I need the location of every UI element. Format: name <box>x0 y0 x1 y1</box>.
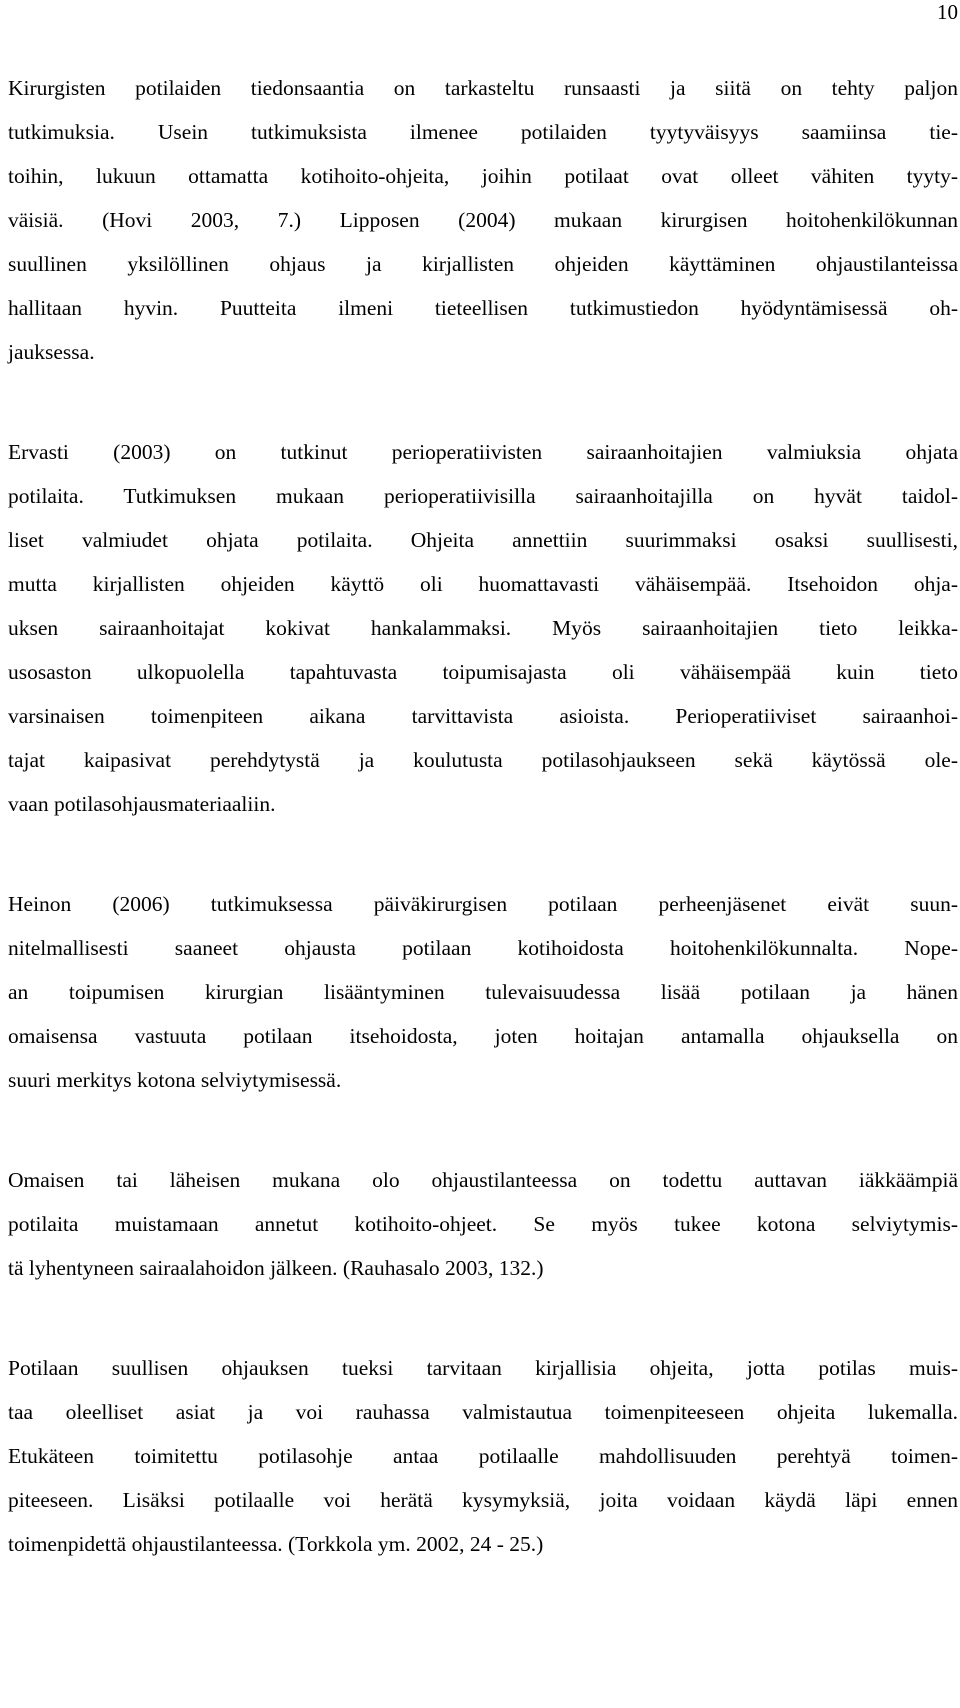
text-line: Potilaan suullisen ohjauksen tueksi tarvitaan kirjallisia ohjeita, jotta potilas muis- <box>8 1356 958 1380</box>
text-line: potilaita muistamaan annetut kotihoito-ohjeet. Se myös tukee kotona selviytymis- <box>8 1212 958 1236</box>
text-line: nitelmallisesti saaneet ohjausta potilaan kotihoidosta hoitohenkilökunnalta. Nope- <box>8 936 958 960</box>
text-line: Ervasti (2003) on tutkinut perioperatiivisten sairaanhoitajien valmiuksia ohjata <box>8 440 958 464</box>
paragraph-5 <box>8 1346 958 1566</box>
text-line: suullinen yksilöllinen ohjaus ja kirjallisten ohjeiden käyttäminen ohjaustilanteissa <box>8 252 958 276</box>
text-line: Etukäteen toimitettu potilasohje antaa potilaalle mahdollisuuden perehtyä toimen- <box>8 1444 958 1468</box>
text-line: piteeseen. Lisäksi potilaalle voi herätä kysymyksiä, joita voidaan käydä läpi ennen <box>8 1488 958 1512</box>
paragraph-3 <box>8 882 958 1102</box>
text-line: toihin, lukuun ottamatta kotihoito-ohjeita, joihin potilaat ovat olleet vähiten tyyty- <box>8 164 958 188</box>
paragraph-gap <box>8 826 958 882</box>
text-line: omaisensa vastuuta potilaan itsehoidosta, joten hoitajan antamalla ohjauksella on <box>8 1024 958 1048</box>
text-line: taa oleelliset asiat ja voi rauhassa valmistautua toimenpiteeseen ohjeita lukemalla. <box>8 1400 958 1424</box>
page-number: 10 <box>937 0 958 24</box>
document-body <box>8 66 958 1566</box>
text-line: Heinon (2006) tutkimuksessa päiväkirurgisen potilaan perheenjäsenet eivät suun- <box>8 892 958 916</box>
paragraph-1 <box>8 66 958 374</box>
text-line: tutkimuksia. Usein tutkimuksista ilmenee potilaiden tyytyväisyys saamiinsa tie- <box>8 120 958 144</box>
text-line: tä lyhentyneen sairaalahoidon jälkeen. (Rauhasalo 2003, 132.) <box>8 1256 544 1280</box>
text-line: Omaisen tai läheisen mukana olo ohjaustilanteessa on todettu auttavan iäkkäämpiä <box>8 1168 958 1192</box>
paragraph-4 <box>8 1158 958 1290</box>
text-line: hallitaan hyvin. Puutteita ilmeni tieteellisen tutkimustiedon hyödyntämisessä oh- <box>8 296 958 320</box>
paragraph-gap <box>8 1102 958 1158</box>
text-line: vaan potilasohjausmateriaaliin. <box>8 792 276 816</box>
text-line: Kirurgisten potilaiden tiedonsaantia on tarkasteltu runsaasti ja siitä on tehty paljon <box>8 76 958 100</box>
paragraph-2 <box>8 430 958 826</box>
text-line: suuri merkitys kotona selviytymisessä. <box>8 1068 342 1092</box>
text-line: tajat kaipasivat perehdytystä ja koulutusta potilasohjaukseen sekä käytössä ole- <box>8 748 958 772</box>
text-line: mutta kirjallisten ohjeiden käyttö oli huomattavasti vähäisempää. Itsehoidon ohja- <box>8 572 958 596</box>
text-line: uksen sairaanhoitajat kokivat hankalammaksi. Myös sairaanhoitajien tieto leikka- <box>8 616 958 640</box>
text-line: toimenpidettä ohjaustilanteessa. (Torkkola ym. 2002, 24 - 25.) <box>8 1532 544 1556</box>
text-line: väisiä. (Hovi 2003, 7.) Lipposen (2004) mukaan kirurgisen hoitohenkilökunnan <box>8 208 958 232</box>
text-line: varsinaisen toimenpiteen aikana tarvittavista asioista. Perioperatiiviset sairaanhoi- <box>8 704 958 728</box>
text-line: potilaita. Tutkimuksen mukaan perioperatiivisilla sairaanhoitajilla on hyvät taidol- <box>8 484 958 508</box>
text-line: liset valmiudet ohjata potilaita. Ohjeita annettiin suurimmaksi osaksi suullisesti, <box>8 528 958 552</box>
text-line: usosaston ulkopuolella tapahtuvasta toipumisajasta oli vähäisempää kuin tieto <box>8 660 958 684</box>
text-line: jauksessa. <box>8 340 95 364</box>
paragraph-gap <box>8 374 958 430</box>
paragraph-gap <box>8 1290 958 1346</box>
text-line: an toipumisen kirurgian lisääntyminen tulevaisuudessa lisää potilaan ja hänen <box>8 980 958 1004</box>
